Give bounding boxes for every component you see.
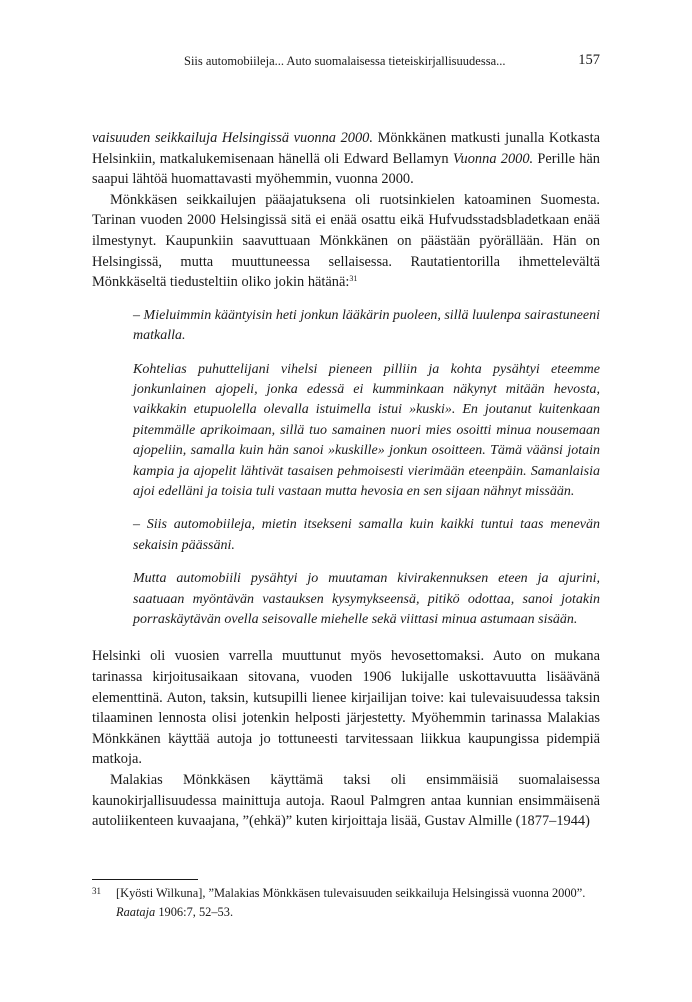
footnote-citation: [Kyösti Wilkuna], ”Malakias Mönkkäsen tulevaisuuden seikkailuja Helsingissä vuonna 2000”.: [116, 886, 586, 900]
paragraph-3: Helsinki oli vuosien varrella muuttunut myös hevosettomaksi. Auto on mukana tarinassa kirjoitusaikaan sitovana, vuoden 1906 lukijalle uskottavuutta lisäävänä elementtinä. Auton, taksin, kutsupilli lienee kirjailijan toive: kai tulevaisuudessa taksin tilaaminen lennosta olisi jotenkin helposti järjestetty. Myöhemmin tarinassa Malakias Mönkkänen käyttää autoja jo tottuneesti tarvitessaan liikkua kaupungissa pidempiä matkoja.: [92, 648, 600, 768]
footnote-number: 31: [92, 886, 101, 896]
main-text: [92, 128, 600, 832]
paragraph-2-text: Mönkkäsen seikkailujen pääajatuksena oli ruotsinkielen katoaminen Suomesta. Tarinan vuoden 2000 Helsingissä sitä ei enää osattu eikä Hufvudsstadsbladetkaan enää ilmestynyt. Kaupunkiin saavuttuaan Mönkkänen on päästään pyörällään. Hän on Helsingissä, mutta muuttuneessa sellaisessa. Rautatientorilla ihmettelevältä Mönkkäseltä tiedusteltiin oliko jokin hätänä:: [92, 191, 600, 291]
running-title: Siis automobiileja... Auto suomalaisessa tieteiskirjallisuudessa...: [184, 54, 506, 68]
quote-paragraph: Mutta automobiili pysähtyi jo muutaman kivirakennuksen eteen ja ajurini, saatuaan myöntävän vastauksen kysymykseensä, pitikö odottaa, sanoi jotakin porraskäytävän ovella seisovalle miehelle sekä viittasi minua astumaan sisään.: [133, 571, 600, 628]
book-title: Vuonna 2000.: [452, 150, 534, 167]
quote-paragraph: – Siis automobiileja, mietin itsekseni samalla kuin kaikki tuntui taas menevän sekaisin päässäni.: [133, 517, 600, 553]
footnote-text: [116, 884, 600, 921]
footnote: [92, 884, 600, 921]
paragraph-1-text-a: Mönkkänen matkusti junalla Kotkasta Helsinkiin, matkalukemisenaan hänellä oli Edward Bellamyn: [92, 130, 600, 167]
italic-title-start: vaisuuden seikkailuja Helsingissä vuonna 2000.: [92, 130, 373, 146]
quote-paragraph: – Mieluimmin kääntyisin heti jonkun lääkärin puoleen, sillä luulenpa sairastuneeni matkalla.: [133, 307, 600, 344]
paragraph-1-text-b: Perille hän saapui lähtöä huomattavasti myöhemmin, vuonna 2000.: [92, 150, 601, 188]
page-header: [92, 52, 600, 72]
paragraph-4: Malakias Mönkkäsen käyttämä taksi oli ensimmäisiä suomalaisessa kaunokirjallisuudessa mainittuja autoja. Raoul Palmgren antaa kunnian ensimmäisenä autoliikenteen kuvaajana, ”(ehkä)” kuten kirjoittaja lisää, Gustav Almille (1877–1944): [92, 772, 600, 830]
footnote-citation-end: 1906:7, 52–53.: [155, 904, 234, 919]
footnote-source: Raataja: [116, 904, 156, 919]
paragraph-2: [92, 190, 600, 293]
footnote-reference: 31: [349, 274, 358, 284]
footnote-separator: [92, 879, 198, 880]
page-number: 157: [578, 52, 600, 68]
paragraph-1: [92, 128, 600, 190]
quote-paragraph: Kohtelias puhuttelijani vihelsi pieneen pilliin ja kohta pysähtyi eteemme jonkunlainen ajopeli, jonka edessä ei kumminkaan näkynyt mitään hevosta, vaikkakin etupuolella olevalla istuimella istui »kuski». En joutanut kuitenkaan pitemmälle aprikoimaan, sillä tuo samainen nuori mies osoitti minua nousemaan ajopeliin, samalla kuin hän sanoi »kuskille» jonkun osoitteen. Tämä väänsi jotain kampia ja ajopelit lähtivät tasaisen pehmoisesti vierimään eteenpäin. Samanlaisia ajoi edelläni ja toisia tuli vastaan mutta hevosia en sen sijaan nähnyt missään.: [133, 361, 600, 499]
block-quote: [133, 306, 600, 631]
